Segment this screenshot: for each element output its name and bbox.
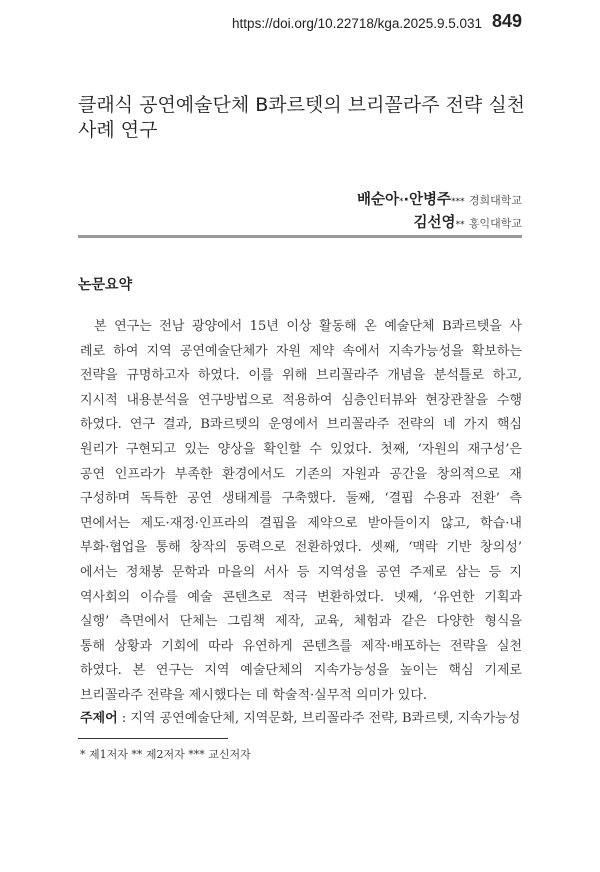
footnote-divider: [78, 738, 228, 739]
abstract-line: 역사회의 이슈를 예술 콘텐츠로 적극 변환하였다. 넷째, ‘유연한 기획과: [80, 589, 522, 605]
abstract-line: 에서는 정채봉 문학과 마을의 서사 등 지역성을 공연 주제로 삼는 등 지: [80, 564, 522, 580]
footnote: * 제1저자 ** 제2저자 *** 교신저자: [80, 748, 251, 761]
abstract-line: 본 연구는 전남 광양에서 15년 이상 활동해 온 예술단체 B콰르텟을 사: [94, 319, 522, 334]
abstract-line: 전략을 규명하고자 하였다. 이를 위해 브리꼴라주 개념을 분석틀로 하고,: [80, 368, 522, 384]
author-mark: *: [399, 197, 404, 207]
keywords-separator: :: [117, 711, 131, 726]
abstract-line: 례로 하여 지역 공연예술단체가 자원 제약 속에서 지속가능성을 확보하는: [80, 343, 522, 359]
abstract-heading: 논문요약: [78, 277, 133, 293]
abstract-line: 부화·협업을 통해 창작의 동력으로 전환하였다. 셋째, ‘맥락 기반 창의성’: [80, 540, 522, 556]
abstract-line: 면에서는 제도·재정·인프라의 결핍을 제약으로 받아들이지 않고, 학습·내: [80, 515, 522, 531]
author-mark: **: [455, 220, 465, 230]
title-line: 클래식 공연예술단체 B콰르텟의 브리꼴라주 전략 실천: [78, 94, 526, 116]
abstract-line: 실행’ 측면에서 단체는 그림책 제작, 교육, 체험과 같은 다양한 형식을: [80, 614, 522, 630]
abstract-line: 하였다. 본 연구는 지역 예술단체의 지속가능성을 높이는 핵심 기제로: [80, 663, 522, 679]
title-line: 사례 연구: [78, 119, 158, 141]
abstract-line: 원리가 구현되고 있는 양상을 확인할 수 있었다. 첫째, ‘자원의 재구성’은: [80, 441, 522, 457]
keywords-label: 주제어: [80, 711, 118, 726]
author-name: 김선영: [413, 215, 456, 231]
abstract-line: 통해 상황과 기회에 따라 유연하게 콘텐츠를 제작·배포하는 전략을 실천: [80, 638, 522, 654]
abstract-line: 공연 인프라가 부족한 환경에서도 기존의 자원과 공간을 창의적으로 재: [80, 466, 522, 482]
doi-link[interactable]: https://doi.org/10.22718/kga.2025.9.5.031: [232, 16, 482, 31]
abstract-line: 지시적 내용분석을 연구방법으로 적용하여 심층인터뷰와 현장관찰을 수행: [80, 392, 522, 408]
affiliation: 경희대학교: [468, 194, 522, 207]
author-name: 안병주: [409, 192, 452, 208]
keywords: [80, 707, 522, 726]
author-name: 배순아: [356, 192, 400, 208]
author-line-1: 배순아*·안병주*** 경희대학교: [356, 192, 522, 208]
abstract-body: [80, 315, 522, 709]
affiliation: 홍익대학교: [468, 217, 522, 230]
header-divider: [78, 235, 522, 238]
abstract-line: 브리꼴라주 전략을 제시했다는 데 학술적·실무적 의미가 있다.: [80, 687, 428, 703]
author-mark: ***: [451, 197, 465, 207]
paper-title: [78, 93, 528, 143]
author-line-2: [414, 211, 522, 232]
abstract-line: 하였다. 연구 결과, B콰르텟의 운영에서 브리꼴라주 전략의 네 가지 핵심: [80, 417, 522, 433]
abstract-line: 구성하며 독특한 공연 생태계를 구축했다. 둘째, ‘결핍 수용과 전환’ 측: [80, 491, 522, 507]
page-number: 849: [491, 11, 522, 31]
keywords-value: 지역 공연예술단체, 지역문화, 브리꼴라주 전략, B콰르텟, 지속가능성: [130, 711, 521, 726]
